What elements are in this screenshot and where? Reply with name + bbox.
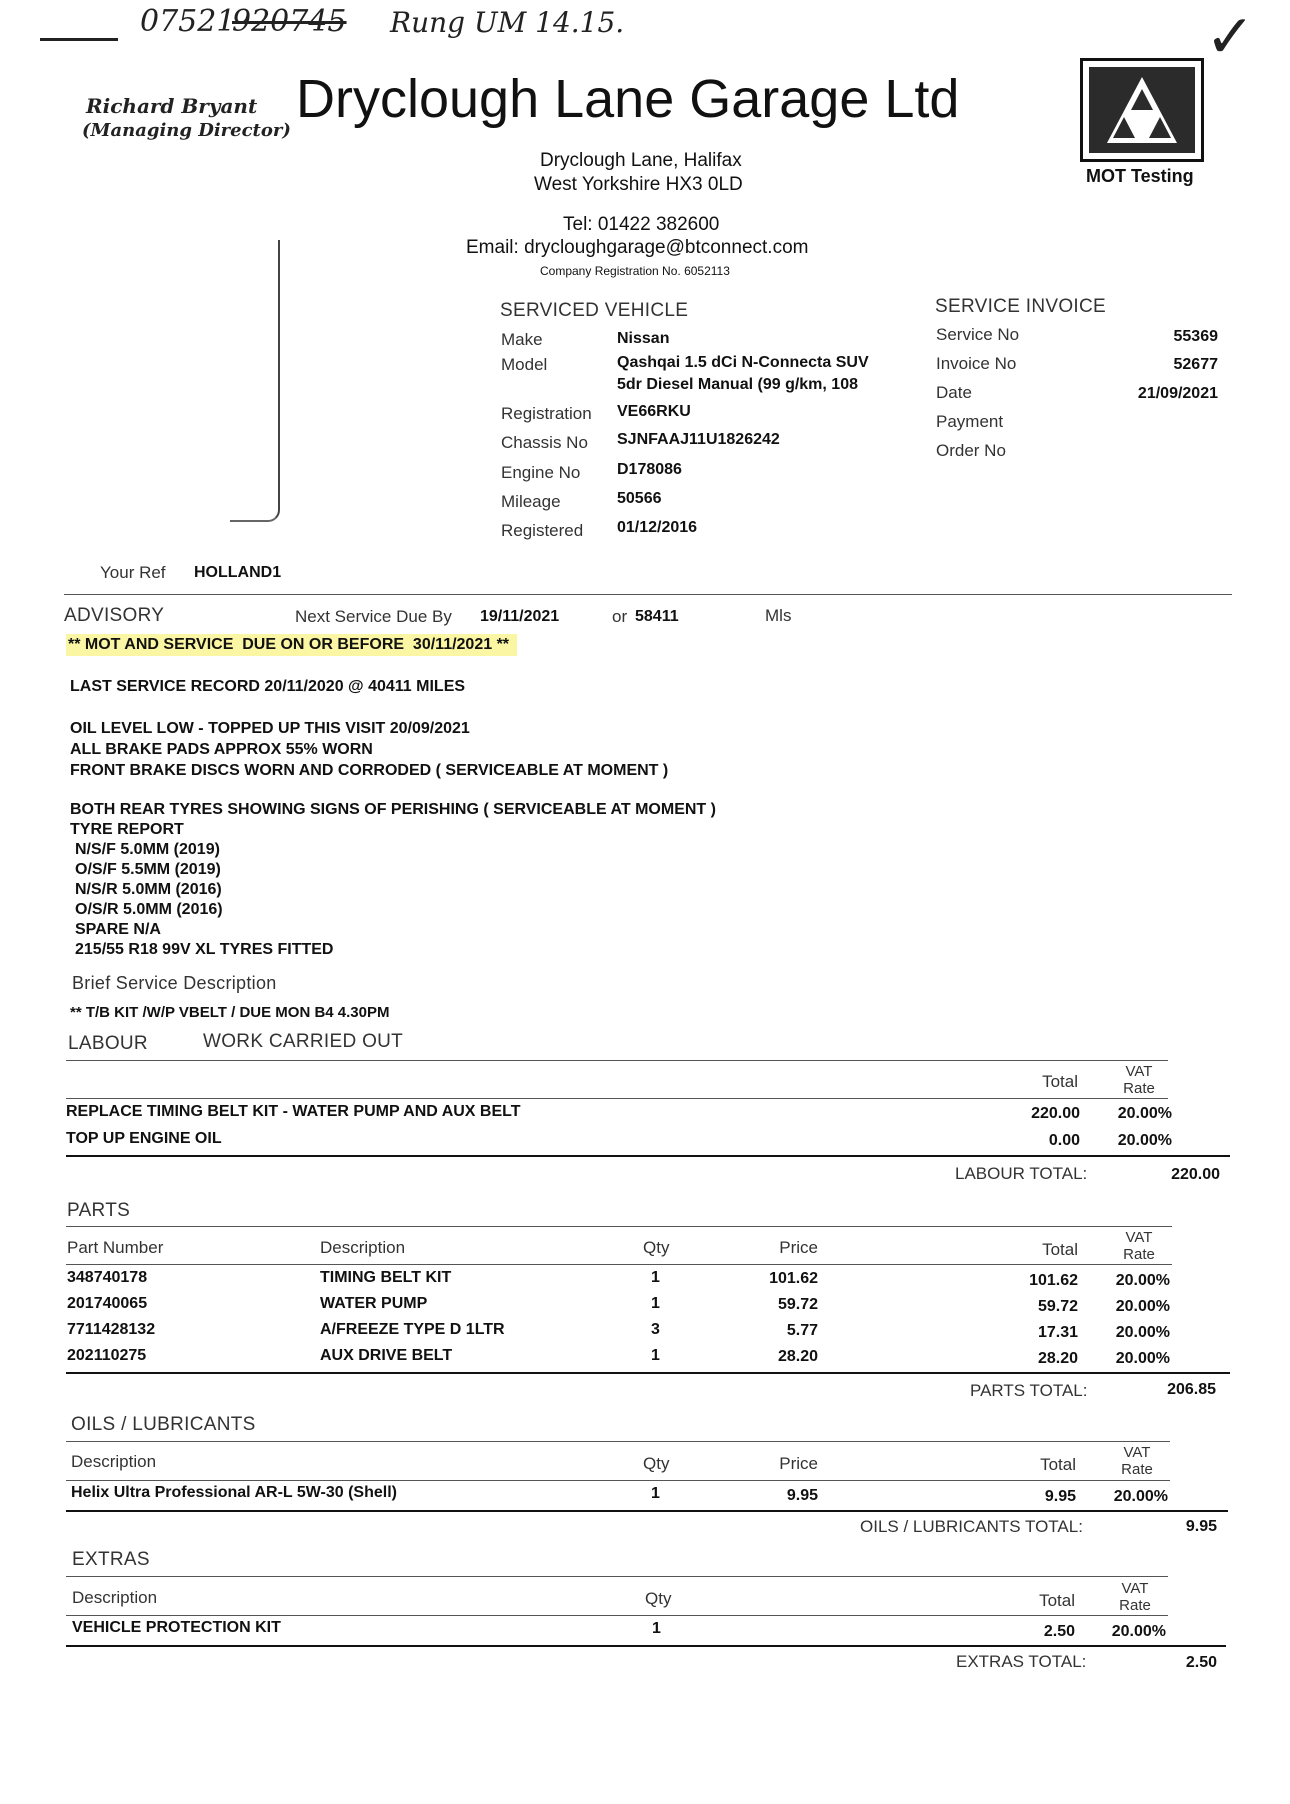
vehicle-registered-label: Registered (501, 521, 584, 540)
labour-top-rule (66, 1060, 1168, 1061)
part-description: AUX DRIVE BELT (320, 1347, 453, 1364)
oils-col-vat-line1: VAT (1123, 1444, 1151, 1461)
extra-description: VEHICLE PROTECTION KIT (72, 1619, 281, 1636)
advisory-top-rule (64, 594, 1232, 595)
oils-col-qty: Qty (643, 1454, 670, 1473)
part-total: 17.31 (1037, 1324, 1078, 1341)
tyre-report-line: O/S/F 5.5MM (2019) (75, 861, 221, 878)
parts-header-rule (66, 1264, 1172, 1265)
serviced-vehicle-heading: SERVICED VEHICLE (500, 300, 689, 321)
part-vat: 20.00% (1115, 1272, 1170, 1289)
parts-col-vat-line1: VAT (1125, 1229, 1153, 1246)
oils-total-value: 9.95 (1185, 1518, 1217, 1535)
vehicle-mileage-value: 50566 (617, 490, 662, 507)
your-ref-label: Your Ref (100, 563, 166, 582)
invoice-service-no-label: Service No (936, 325, 1020, 344)
vehicle-model-value: Qashqai 1.5 dCi N-Connecta SUV 5dr Diesel Manual (99 g/km, 108 (617, 354, 869, 393)
parts-col-vat-line2: Rate (1123, 1246, 1155, 1263)
handwritten-underline (40, 38, 118, 41)
parts-col-description: Description (320, 1238, 406, 1257)
extra-qty: 1 (652, 1620, 661, 1637)
labour-heading: LABOUR (68, 1033, 148, 1054)
extras-col-description: Description (72, 1588, 158, 1607)
oil-description: Helix Ultra Professional AR-L 5W-30 (Shell) (71, 1484, 397, 1501)
part-qty: 1 (651, 1295, 660, 1312)
labour-col-vat (1096, 1063, 1182, 1097)
advisory-notes-block-2 (70, 800, 716, 960)
advisory-notes-block-1 (70, 718, 668, 781)
part-qty: 1 (651, 1269, 660, 1286)
your-ref-value: HOLLAND1 (194, 564, 282, 581)
part-description: WATER PUMP (320, 1295, 428, 1312)
part-vat: 20.00% (1115, 1298, 1170, 1315)
extras-col-vat-line1: VAT (1121, 1580, 1149, 1597)
tyre-report-line: SPARE N/A (75, 921, 161, 938)
next-service-date: 19/11/2021 (480, 608, 560, 625)
part-qty: 1 (651, 1347, 660, 1364)
oils-header-rule (66, 1480, 1170, 1481)
address-window (230, 240, 280, 522)
tyre-report-line: N/S/F 5.0MM (2019) (75, 841, 220, 858)
oil-price: 9.95 (786, 1487, 818, 1504)
oils-col-total: Total (1040, 1455, 1076, 1474)
mot-label: MOT Testing (1086, 166, 1194, 186)
tyre-report-line: N/S/R 5.0MM (2016) (75, 881, 222, 898)
part-total: 101.62 (1029, 1272, 1078, 1289)
labour-row-vat: 20.00% (1117, 1105, 1172, 1122)
part-vat: 20.00% (1115, 1324, 1170, 1341)
director-name: Richard Bryant (86, 94, 258, 118)
part-qty: 3 (651, 1321, 660, 1338)
vehicle-engine-label: Engine No (501, 463, 581, 482)
invoice-date-value: 21/09/2021 (1137, 385, 1218, 402)
labour-col-vat-line1: VAT (1125, 1063, 1153, 1080)
part-price: 101.62 (769, 1270, 818, 1287)
advisory-note: FRONT BRAKE DISCS WORN AND CORRODED ( SERVICEABLE AT MOMENT ) (70, 762, 669, 779)
extras-bottom-rule (66, 1645, 1226, 1647)
labour-row-total: 220.00 (1031, 1105, 1080, 1122)
next-service-or: or (612, 607, 628, 626)
labour-bottom-rule (66, 1155, 1230, 1157)
company-address-line1: Dryclough Lane, Halifax (540, 150, 742, 171)
company-name: Dryclough Lane Garage Ltd (296, 69, 960, 129)
last-service-record: LAST SERVICE RECORD 20/11/2020 @ 40411 MILES (70, 678, 466, 695)
next-service-label: Next Service Due By (295, 607, 452, 626)
invoice-payment-label: Payment (936, 412, 1004, 431)
part-number: 202110275 (67, 1347, 147, 1364)
extras-total-label: EXTRAS TOTAL: (956, 1652, 1087, 1671)
tyre-report-line: O/S/R 5.0MM (2016) (75, 901, 223, 918)
mot-due-notice: ** MOT AND SERVICE DUE ON OR BEFORE 30/11/2021 ** (66, 634, 517, 656)
part-vat: 20.00% (1115, 1350, 1170, 1367)
parts-col-price: Price (779, 1238, 818, 1257)
extras-col-qty: Qty (645, 1589, 672, 1608)
labour-row-vat: 20.00% (1117, 1132, 1172, 1149)
vehicle-chassis-label: Chassis No (501, 433, 588, 452)
oil-vat: 20.00% (1113, 1488, 1168, 1505)
advisory-heading: ADVISORY (64, 605, 165, 626)
oils-col-vat-line2: Rate (1121, 1461, 1153, 1478)
labour-col-vat-line2: Rate (1123, 1080, 1155, 1097)
labour-total-value: 220.00 (1171, 1166, 1220, 1183)
vehicle-registered-value: 01/12/2016 (617, 519, 698, 536)
part-description: TIMING BELT KIT (320, 1269, 452, 1286)
vehicle-chassis-value: SJNFAAJ11U1826242 (617, 431, 780, 448)
labour-row-total: 0.00 (1048, 1132, 1080, 1149)
vehicle-make-value: Nissan (617, 330, 670, 347)
vehicle-registration-value: VE66RKU (617, 403, 691, 420)
invoice-order-no-label: Order No (936, 441, 1006, 460)
extras-col-total: Total (1039, 1591, 1075, 1610)
advisory-note: TYRE REPORT (70, 821, 184, 838)
invoice-service-no-value: 55369 (1173, 328, 1218, 345)
invoice-invoice-no-value: 52677 (1173, 356, 1218, 373)
advisory-note: ALL BRAKE PADS APPROX 55% WORN (70, 741, 373, 758)
director-title: (Managing Director) (82, 120, 291, 141)
parts-heading: PARTS (67, 1200, 131, 1221)
parts-col-vat (1096, 1229, 1182, 1263)
vehicle-engine-value: D178086 (617, 461, 682, 478)
company-address-line2: West Yorkshire HX3 0LD (534, 174, 743, 195)
mot-triangles-icon (1083, 61, 1201, 159)
extras-col-vat (1092, 1580, 1178, 1614)
part-price: 28.20 (777, 1348, 818, 1365)
parts-top-rule (66, 1226, 1172, 1227)
service-invoice-heading: SERVICE INVOICE (935, 296, 1106, 317)
oils-heading: OILS / LUBRICANTS (71, 1414, 256, 1435)
company-tel: Tel: 01422 382600 (563, 214, 720, 235)
extras-total-value: 2.50 (1185, 1654, 1217, 1671)
labour-col-total: Total (1042, 1072, 1078, 1091)
parts-col-total: Total (1042, 1240, 1078, 1259)
oils-col-vat (1094, 1444, 1180, 1478)
advisory-note: BOTH REAR TYRES SHOWING SIGNS OF PERISHING ( SERVICEABLE AT MOMENT ) (70, 801, 716, 818)
extras-col-vat-line2: Rate (1119, 1597, 1151, 1614)
advisory-note: OIL LEVEL LOW - TOPPED UP THIS VISIT 20/09/2021 (70, 720, 470, 737)
vehicle-mileage-label: Mileage (501, 492, 561, 511)
extras-header-rule (66, 1615, 1168, 1616)
labour-subheading: WORK CARRIED OUT (203, 1031, 404, 1052)
part-total: 28.20 (1037, 1350, 1078, 1367)
oils-total-label: OILS / LUBRICANTS TOTAL: (860, 1517, 1083, 1536)
part-description: A/FREEZE TYPE D 1LTR (320, 1321, 505, 1338)
labour-total-label: LABOUR TOTAL: (955, 1164, 1088, 1183)
handwritten-phone-crossed: 920745 (232, 4, 347, 39)
vehicle-make-label: Make (501, 330, 543, 349)
invoice-invoice-no-label: Invoice No (936, 354, 1017, 373)
parts-col-qty: Qty (643, 1238, 670, 1257)
part-price: 59.72 (777, 1296, 818, 1313)
extra-vat: 20.00% (1111, 1623, 1166, 1640)
handwritten-tick: ✓ (1205, 2, 1256, 72)
extra-total: 2.50 (1043, 1623, 1075, 1640)
oils-bottom-rule (66, 1510, 1228, 1512)
parts-bottom-rule (66, 1372, 1230, 1374)
labour-header-rule (66, 1098, 1168, 1099)
vehicle-model-label: Model (501, 355, 548, 374)
company-reg-no: Company Registration No. 6052113 (540, 264, 730, 278)
oils-top-rule (66, 1441, 1170, 1442)
parts-col-part-number: Part Number (67, 1238, 164, 1257)
part-number: 348740178 (67, 1269, 148, 1286)
tyre-report-line: 215/55 R18 99V XL TYRES FITTED (75, 941, 334, 958)
part-number: 7711428132 (67, 1321, 156, 1338)
vehicle-registration-label: Registration (501, 404, 592, 423)
parts-total-label: PARTS TOTAL: (970, 1381, 1088, 1400)
brief-description-heading: Brief Service Description (72, 973, 277, 993)
labour-row-desc: TOP UP ENGINE OIL (66, 1130, 222, 1147)
handwritten-phone-prefix: 07521 (140, 4, 236, 39)
mot-logo (1080, 58, 1204, 162)
next-service-miles-unit: Mls (765, 606, 792, 625)
oils-col-price: Price (779, 1454, 818, 1473)
part-number: 201740065 (67, 1295, 148, 1312)
handwritten-call-note: Rung UM 14.15. (390, 6, 625, 39)
oil-qty: 1 (651, 1485, 660, 1502)
company-email: Email: drycloughgarage@btconnect.com (466, 237, 809, 258)
extras-top-rule (66, 1576, 1168, 1577)
oil-total: 9.95 (1044, 1488, 1076, 1505)
extras-heading: EXTRAS (72, 1549, 150, 1570)
part-price: 5.77 (786, 1322, 818, 1339)
invoice-date-label: Date (936, 383, 972, 402)
next-service-miles: 58411 (635, 608, 679, 625)
part-total: 59.72 (1037, 1298, 1078, 1315)
oils-col-description: Description (71, 1452, 157, 1471)
brief-description-text: ** T/B KIT /W/P VBELT / DUE MON B4 4.30PM (70, 1004, 390, 1021)
labour-row-desc: REPLACE TIMING BELT KIT - WATER PUMP AND AUX BELT (66, 1103, 521, 1120)
parts-total-value: 206.85 (1167, 1381, 1216, 1398)
